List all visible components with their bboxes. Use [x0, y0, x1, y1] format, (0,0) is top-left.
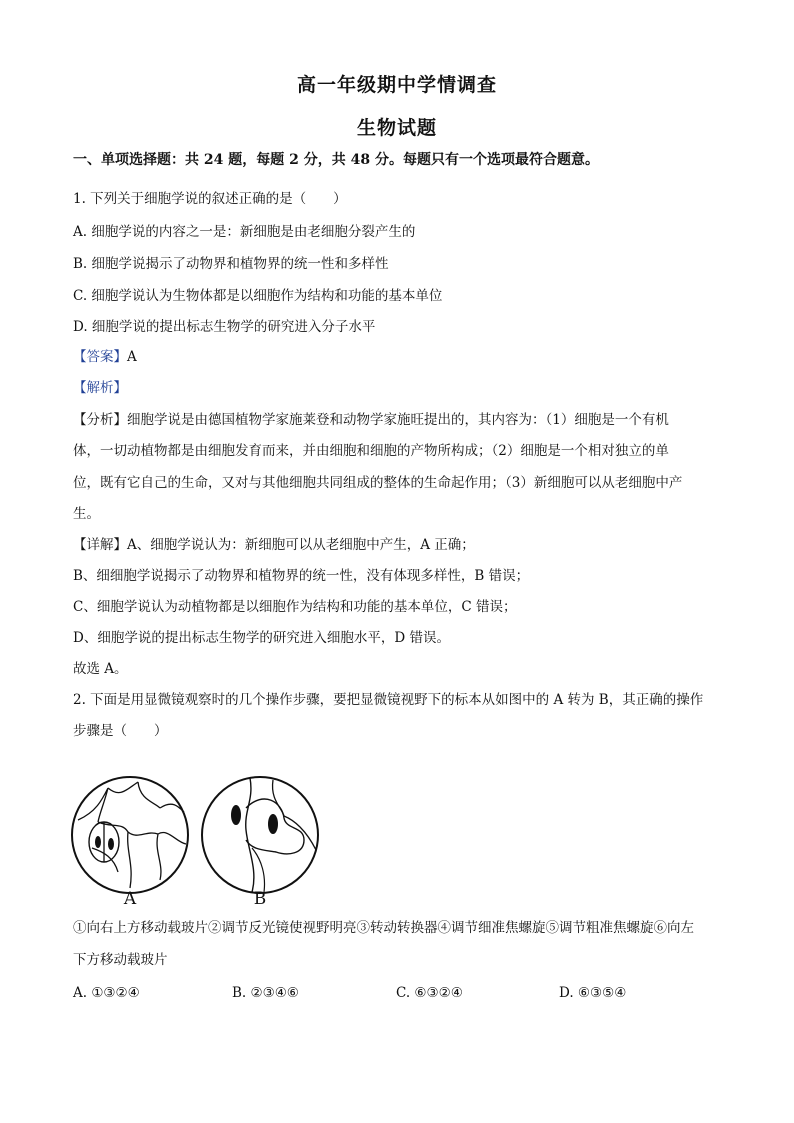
detail-line: 【详解】A、细胞学说认为：新细胞可以从老细胞中产生，A 正确；: [73, 537, 475, 553]
q1-option-a: A. 细胞学说的内容之一是：新细胞是由老细胞分裂产生的: [73, 224, 416, 240]
field-a-diagram: [72, 777, 188, 893]
detail-line: D、细胞学说的提出标志生物学的研究进入细胞水平，D 错误。: [73, 630, 450, 646]
section-heading: 一、单项选择题：共 24 题，每题 2 分，共 48 分。每题只有一个选项最符合题意。: [73, 152, 599, 168]
q2-steps: ①向右上方移动载玻片②调节反光镜使视野明亮③转动转换器④调节细准焦螺旋⑤调节粗准焦螺旋⑥向左: [73, 920, 694, 936]
field-b-diagram: [202, 777, 318, 893]
q2-stem: 步骤是（ ）: [73, 723, 168, 739]
figure-label-a: A: [123, 889, 137, 909]
q1-option-c: C. 细胞学说认为生物体都是以细胞作为结构和功能的基本单位: [73, 288, 443, 304]
q2-option-c: C. ⑥③②④: [396, 985, 463, 1001]
q1-answer: [73, 347, 733, 367]
analysis-line: 位，既有它自己的生命，又对与其他细胞共同组成的整体的生命起作用；（3）新细胞可以从老细胞中产: [73, 475, 683, 491]
analysis-line: 生。: [73, 506, 100, 522]
analysis-label: 【解析】: [73, 380, 127, 396]
answer-label: 【答案】: [73, 349, 127, 365]
q2-steps: 下方移动载玻片: [73, 952, 168, 968]
q1-stem: 1. 下列关于细胞学说的叙述正确的是（ ）: [73, 191, 347, 207]
q2-option-d: D. ⑥③⑤④: [559, 985, 627, 1001]
q1-option-b: B. 细胞学说揭示了动物界和植物界的统一性和多样性: [73, 256, 389, 272]
q2-option-b: B. ②③④⑥: [232, 985, 299, 1001]
page-subtitle: 生物试题: [356, 117, 437, 139]
q2-option-a: A. ①③②④: [73, 985, 140, 1001]
detail-line: 故选 A。: [73, 661, 128, 677]
q2-stem: 2. 下面是用显微镜观察时的几个操作步骤，要把显微镜视野下的标本从如图中的 A 转为 B，其正确的操作: [73, 692, 704, 708]
page-title: 高一年级期中学情调查: [296, 74, 497, 96]
detail-line: B、细细胞学说揭示了动物界和植物界的统一性，没有体现多样性，B 错误；: [73, 568, 530, 584]
answer-value: A: [127, 349, 137, 365]
analysis-line: 【分析】细胞学说是由德国植物学家施莱登和动物学家施旺提出的，其内容为：（1）细胞是一个有机: [73, 412, 669, 428]
q2-options: [73, 983, 733, 1003]
figure-label-b: B: [253, 889, 267, 909]
microscope-field-figure: [68, 760, 328, 910]
analysis-line: 体，一切动植物都是由细胞发育而来，并由细胞和细胞的产物所构成；（2）细胞是一个相对独立的单: [73, 443, 669, 459]
q1-option-d: D. 细胞学说的提出标志生物学的研究进入分子水平: [73, 319, 376, 335]
detail-line: C、细胞学说认为动植物都是以细胞作为结构和功能的基本单位，C 错误；: [73, 599, 517, 615]
